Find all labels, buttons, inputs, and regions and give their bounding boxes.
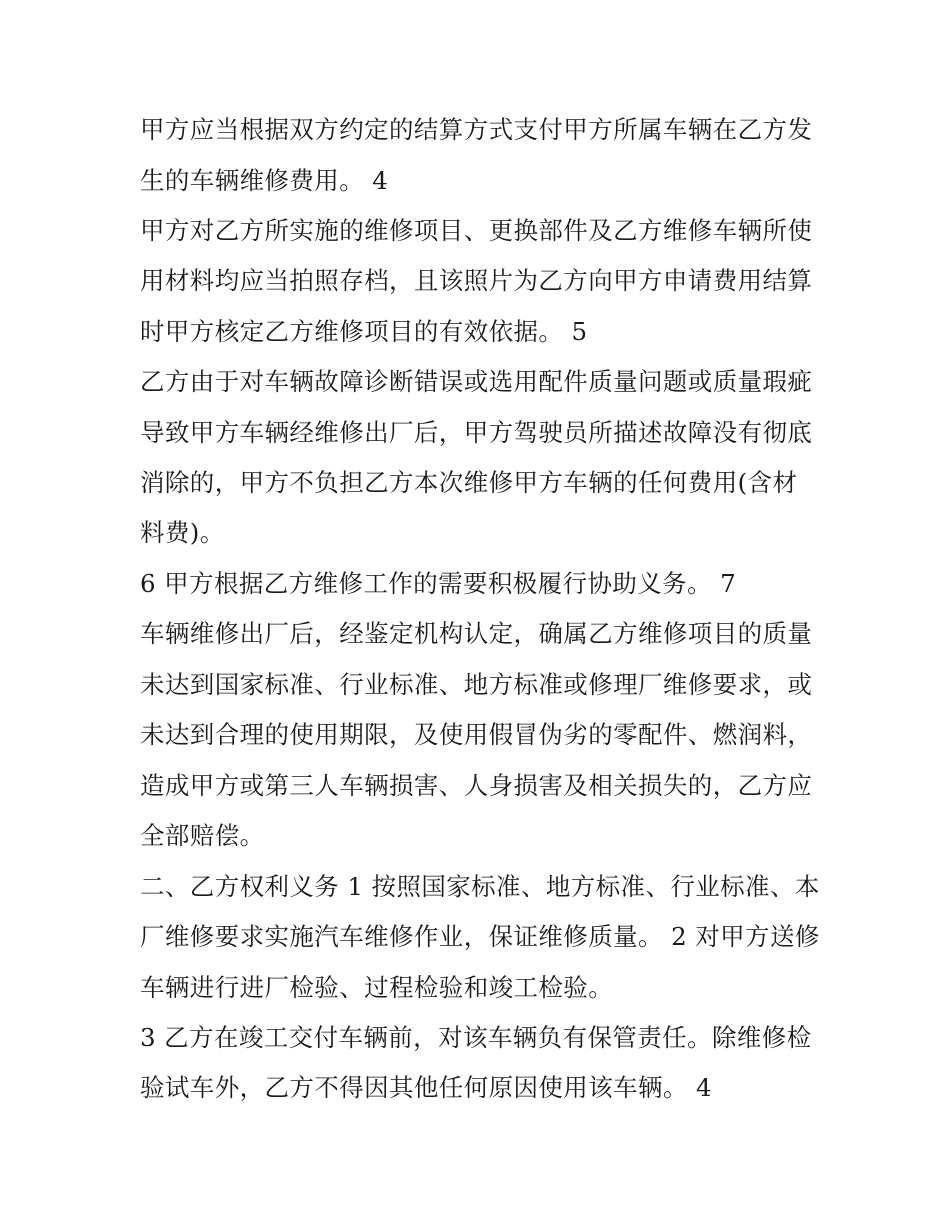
text-line: 用材料均应当拍照存档，且该照片为乙方向甲方申请费用结算: [140, 266, 813, 295]
text-line: 车辆维修出厂后，经鉴定机构认定，确属乙方维修项目的质量: [140, 619, 813, 648]
text-line: 料费)。: [140, 518, 225, 547]
text-line: 验试车外，乙方不得因其他任何原因使用该车辆。 4: [140, 1073, 712, 1102]
text-line: 车辆进行进厂检验、过程检验和竣工检验。: [140, 973, 614, 1002]
text-line: 甲方对乙方所实施的维修项目、更换部件及乙方维修车辆所使: [140, 216, 813, 245]
text-line: 二、乙方权利义务 1 按照国家标准、地方标准、行业标准、本: [140, 872, 820, 901]
text-line: 厂维修要求实施汽车维修作业，保证维修质量。 2 对甲方送修: [140, 922, 820, 951]
text-line: 乙方由于对车辆故障诊断错误或选用配件质量问题或质量瑕疵: [140, 367, 813, 396]
text-line: 未达到合理的使用期限，及使用假冒伪劣的零配件、燃润料，: [140, 720, 813, 749]
text-line: 全部赔偿。: [140, 821, 265, 850]
text-line: 消除的，甲方不负担乙方本次维修甲方车辆的任何费用(含材: [140, 468, 798, 497]
text-line: 3 乙方在竣工交付车辆前，对该车辆负有保管责任。除维修检: [140, 1023, 812, 1052]
text-line: 导致甲方车辆经维修出厂后，甲方驾驶员所描述故障没有彻底: [140, 418, 813, 447]
text-line: 6 甲方根据乙方维修工作的需要积极履行协助义务。 7: [140, 569, 737, 598]
text-line: 生的车辆维修费用。 4: [140, 166, 389, 195]
text-line: 时甲方核定乙方维修项目的有效依据。 5: [140, 317, 588, 346]
text-line: 甲方应当根据双方约定的结算方式支付甲方所属车辆在乙方发: [140, 115, 813, 144]
text-line: 未达到国家标准、行业标准、地方标准或修理厂维修要求，或: [140, 670, 813, 699]
text-line: 造成甲方或第三人车辆损害、人身损害及相关损失的，乙方应: [140, 771, 813, 800]
